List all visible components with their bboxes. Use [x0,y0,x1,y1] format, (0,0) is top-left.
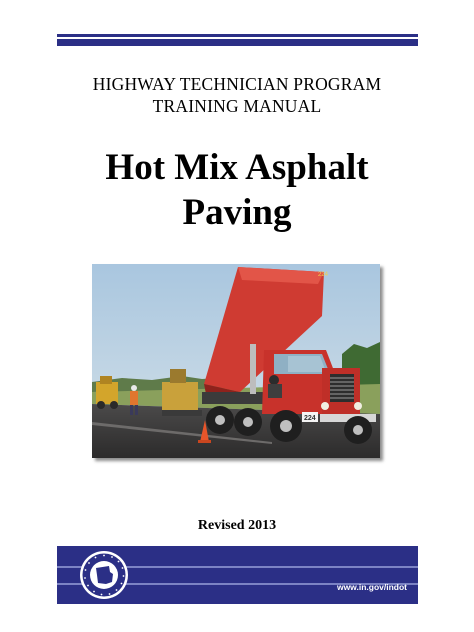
manual-title-line2: Paving [182,192,292,233]
manual-title-line1: Hot Mix Asphalt [105,147,369,188]
cover-photo [92,264,380,458]
website-url[interactable]: www.in.gov/indot [336,582,407,592]
program-title-line2: TRAINING MANUAL [152,96,322,116]
top-rule-band [57,34,418,46]
footer-band [57,546,418,604]
program-title-line1: HIGHWAY TECHNICIAN PROGRAM [92,74,382,94]
indot-seal-icon [79,550,129,600]
revision-date: Revised 2013 [197,518,277,533]
truck-number: 224 [304,415,316,422]
svg-text:224: 224 [318,272,329,278]
